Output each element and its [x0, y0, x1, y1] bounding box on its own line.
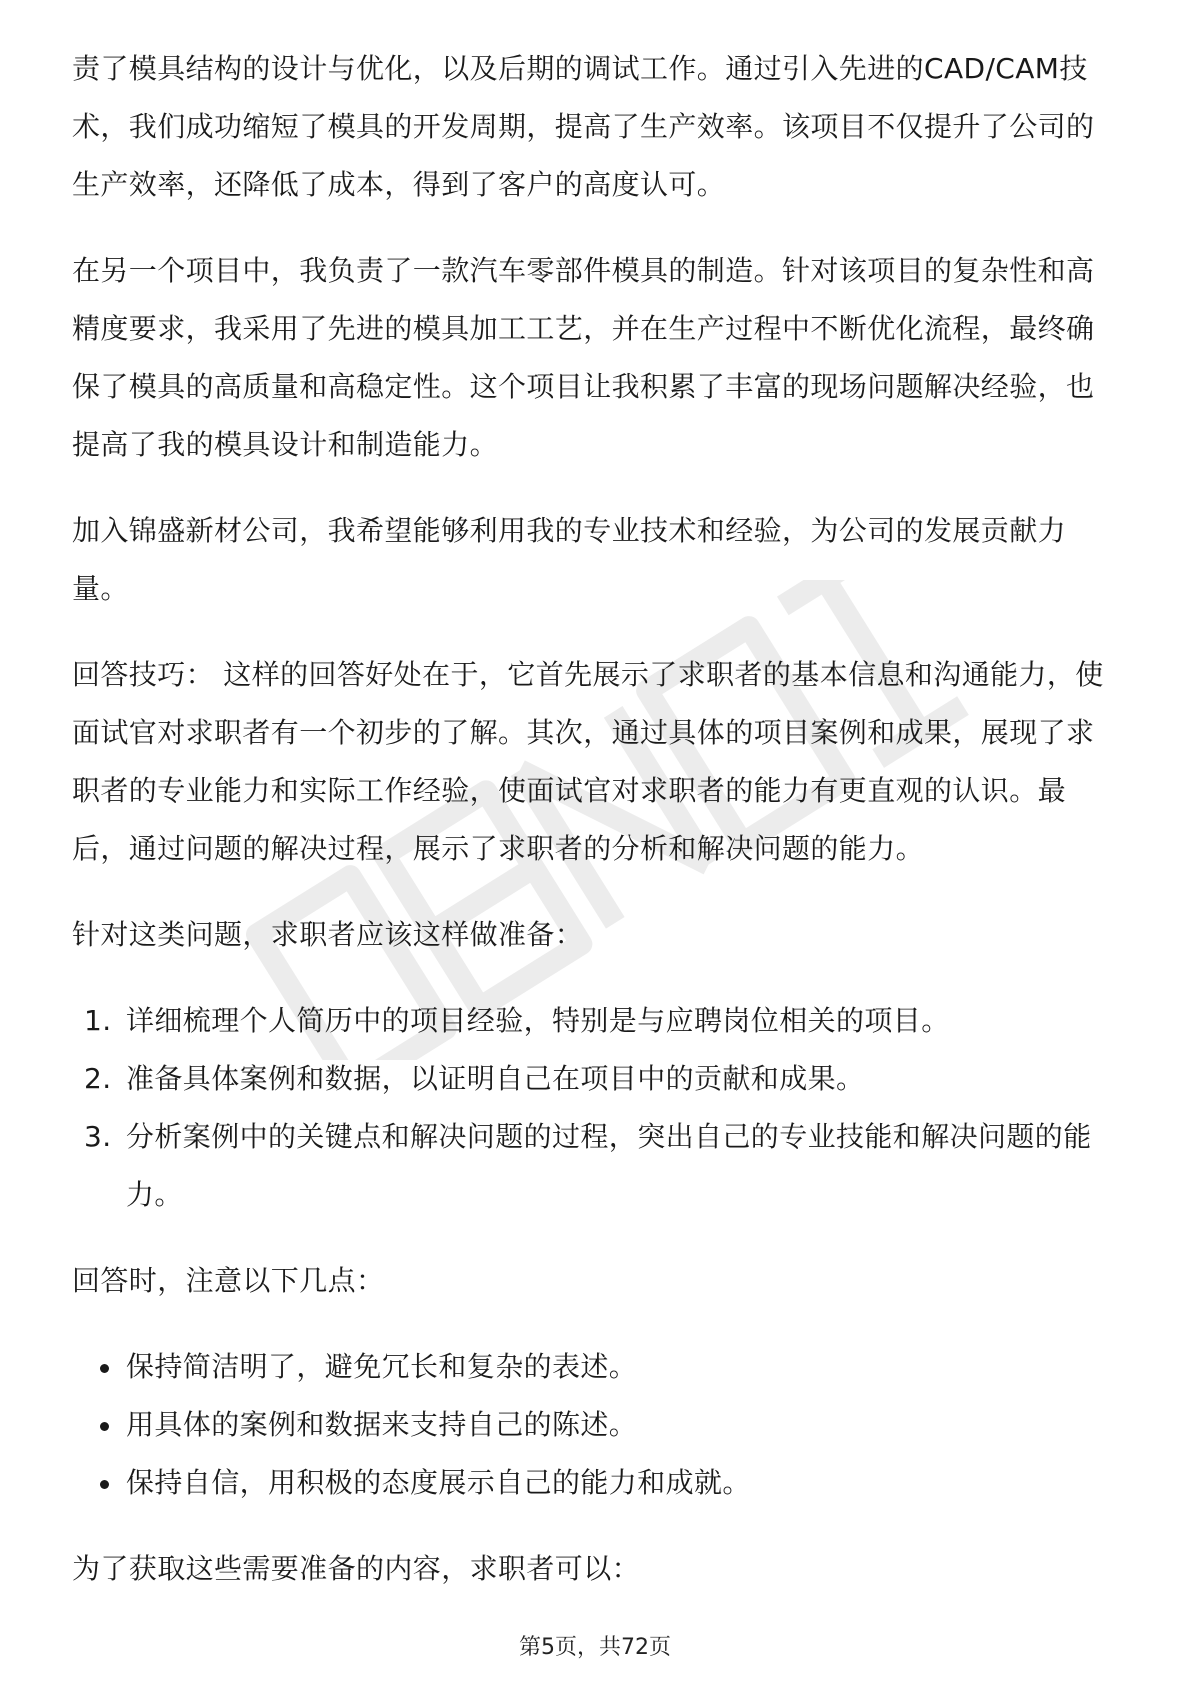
document-body — [72, 40, 1122, 1626]
list-item — [72, 1396, 1122, 1454]
paragraph-join-company: 加入锦盛新材公司，我希望能够利用我的专业技术和经验，为公司的发展贡献力量。 — [72, 514, 1067, 605]
preparation-numbered-list — [72, 992, 1122, 1224]
paragraph-auto-parts-project: 在另一个项目中，我负责了一款汽车零部件模具的制造。针对该项目的复杂性和高精度要求，我采用了先进的模具加工工艺，并在生产过程中不断优化流程，最终确保了模具的高质量和高稳定性。这个项目让我积累了丰富的现场问题解决经验，也提高了我的模具设计和制造能力。 — [72, 254, 1095, 461]
list-item-text: 详细梳理个人简历中的项目经验，特别是与应聘岗位相关的项目。 — [126, 1004, 950, 1037]
list-item-text: 保持简洁明了，避免冗长和复杂的表述。 — [126, 1350, 638, 1383]
list-item — [72, 1108, 1122, 1224]
list-item-text: 分析案例中的关键点和解决问题的过程，突出自己的专业技能和解决问题的能力。 — [126, 1120, 1092, 1211]
bullet-icon — [100, 1364, 109, 1373]
list-item-text: 用具体的案例和数据来支持自己的陈述。 — [126, 1408, 638, 1441]
list-item — [72, 992, 1122, 1050]
answer-bullet-list — [72, 1338, 1122, 1512]
list-item — [72, 1338, 1122, 1396]
paragraph-answer-notes: 回答时，注意以下几点： — [72, 1264, 385, 1297]
paragraph-how-to-obtain: 为了获取这些需要准备的内容，求职者可以： — [72, 1552, 641, 1585]
page-footer: 第5页，共72页 — [519, 1635, 671, 1660]
list-number: 3. — [84, 1120, 112, 1153]
list-item-text: 准备具体案例和数据，以证明自己在项目中的贡献和成果。 — [126, 1062, 865, 1095]
list-number: 2. — [84, 1062, 112, 1095]
list-item — [72, 1454, 1122, 1512]
list-item-text: 保持自信，用积极的态度展示自己的能力和成就。 — [126, 1466, 751, 1499]
paragraph-answer-tips: 回答技巧： 这样的回答好处在于，它首先展示了求职者的基本信息和沟通能力，使面试官对求职者有一个初步的了解。其次，通过具体的项目案例和成果，展现了求职者的专业能力和实际工作经验，使面试官对求职者的能力有更直观的认识。最后，通过问题的解决过程，展示了求职者的分析和解决问题的能力。 — [72, 658, 1104, 865]
bullet-icon — [100, 1422, 109, 1431]
bullet-icon — [100, 1480, 109, 1489]
paragraph-preparation-intro: 针对这类问题，求职者应该这样做准备： — [72, 918, 584, 951]
list-number: 1. — [84, 1004, 112, 1037]
list-item — [72, 1050, 1122, 1108]
paragraph-project-summary: 责了模具结构的设计与优化，以及后期的调试工作。通过引入先进的CAD/CAM技术，我们成功缩短了模具的开发周期，提高了生产效率。该项目不仅提升了公司的生产效率，还降低了成本，得到了客户的高度认可。 — [72, 52, 1095, 201]
